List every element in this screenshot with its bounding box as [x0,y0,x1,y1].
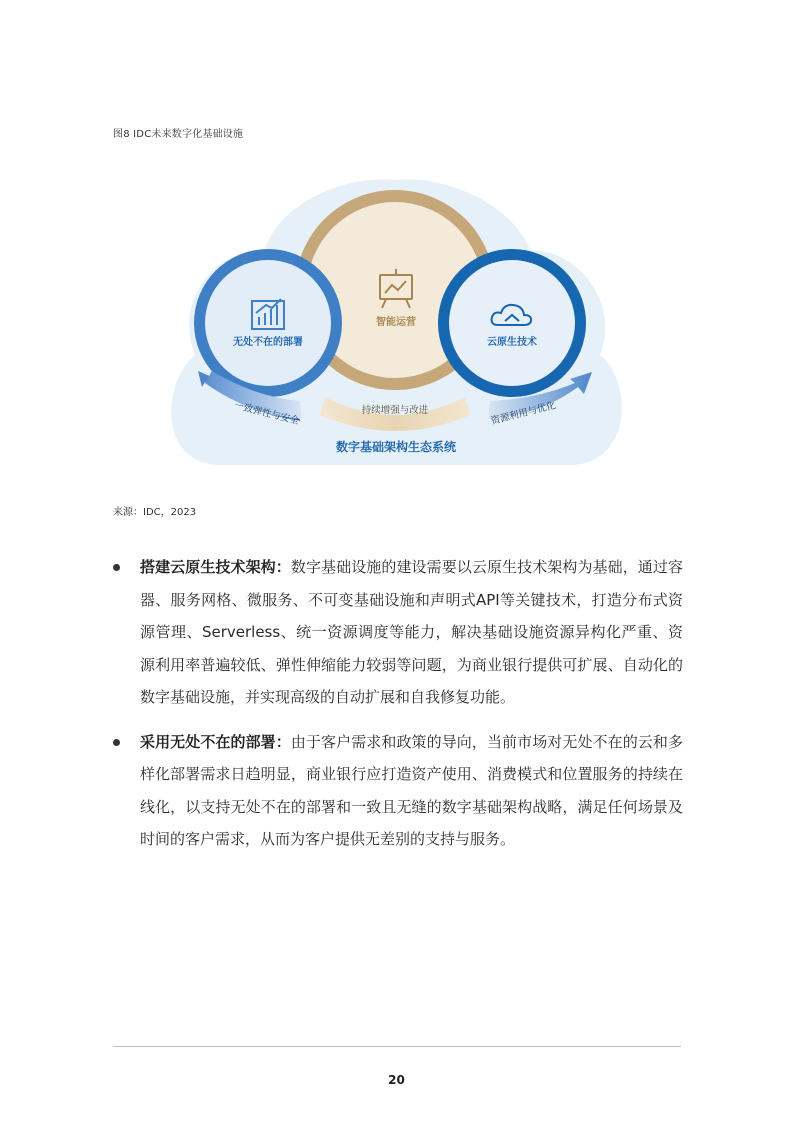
cloud-native-circle [438,249,586,397]
center-arc-label: 持续增强与改进 [361,405,429,416]
center-circle-label: 智能运营 [376,317,416,328]
left-circle-label: 无处不在的部署 [233,337,303,348]
bullet-dot [113,564,120,571]
figure-source: 来源：IDC，2023 [113,507,197,518]
bullet-title: 搭建云原生技术架构： [140,558,291,576]
footer-divider [113,1046,681,1047]
bullet-title: 采用无处不在的部署： [140,732,291,751]
left-arc-label: 一致弹性与安全 [233,400,301,427]
page-number: 20 [388,1073,405,1087]
figure-caption: 图8 IDC未来数字化基础设施 [113,129,244,140]
bullet-text: 数字基础设施的建设需要以云原生技术架构为基础，通过容器、服务网格、微服务、不可变基础设施和声明式API等关键技术，打造分布式资源管理、Serverless、统一资源调度等能力，解决基础设施资源异构化严重、资源利用率普遍较低、弹性伸缩能力较弱等问题，为商业银行提供可扩展、自动化的数字基础设施，并实现高级的自动扩展和自我修复功能。 [140,558,683,706]
ecosystem-label: 数字基础架构生态系统 [335,440,457,454]
bullet-item-cloud-native [113,551,683,714]
bullet-item-ubiquitous-deployment [113,726,683,856]
digital-infrastructure-diagram [150,165,640,475]
bullet-dot [113,739,120,746]
bullet-list [113,551,683,868]
bullet-text: 由于客户需求和政策的导向，当前市场对无处不在的云和多样化部署需求日趋明显，商业银行应打造资产使用、消费模式和位置服务的持续在线化，以支持无处不在的部署和一致且无缝的数字基础架构战略，满足任何场景及时间的客户需求，从而为客户提供无差别的支持与服务。 [140,732,683,848]
right-circle-label: 云原生技术 [487,337,537,348]
right-arc-label: 资源利用与优化 [489,400,557,427]
